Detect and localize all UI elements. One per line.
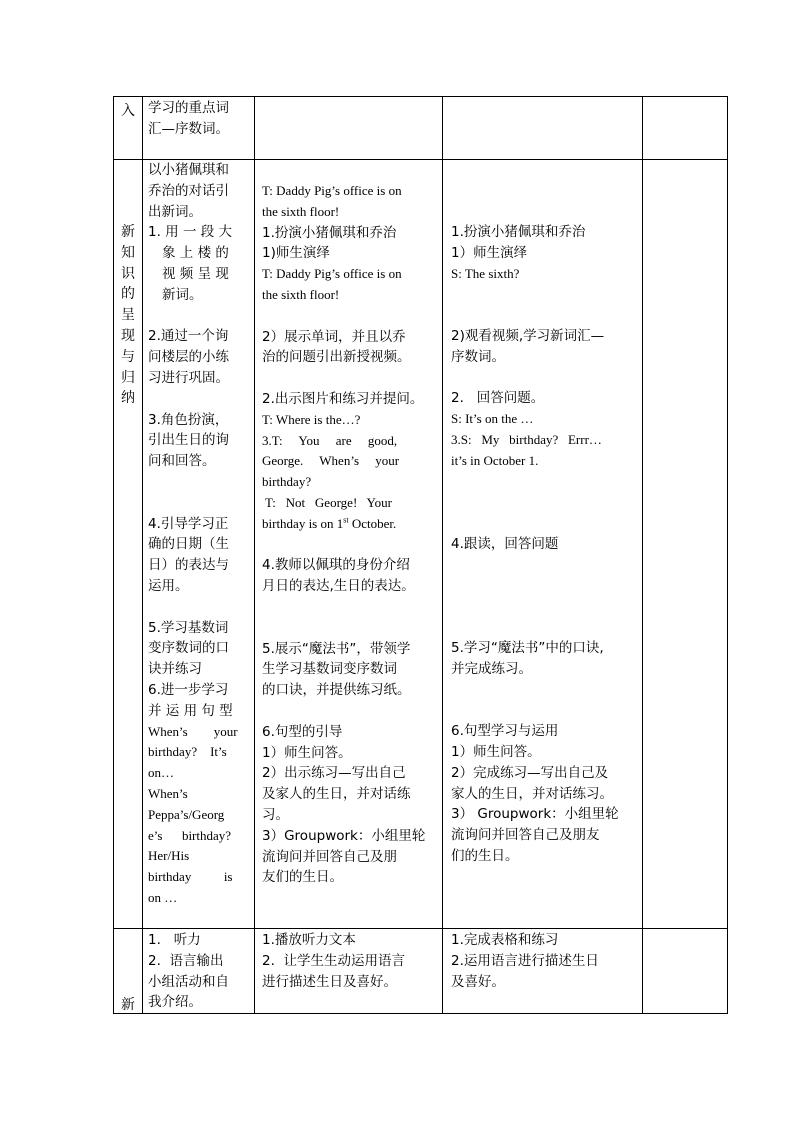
row2-teacher-cell: T: Daddy Pig’s office is on the sixth floor! 1.扮演小猪佩琪和乔治 1)师生演绎 T: Daddy Pig’s office is on the sixth floor! 2）展示单词，并且以乔 治的问题引出新授视频。 2.出示图片和练习并提问。 T: Where is the…? 3.T: You are good, George. When’s your birthday? T: Not George! Your birthday is on 1st October. 4.教师以佩琪的身份介绍 月日的表达,生日的表达。 5.展示“魔法书”，带领学 生学习基数词变序数词 的口诀，并提供练习纸。 6.句型的引导 1）师生问答。 2）出示练习—写出自己 及家人的生日，并对话练 习。 3）Groupwork：小组里轮 流询问并回答自己及朋 友们的生日。 [262,183,426,886]
table-border-right [727,96,728,1014]
row3-student-cell: 1.完成表格和练习 2.运用语言进行描述生日 及喜好。 [451,932,599,990]
column-divider-2 [254,96,255,1014]
row2-process-cell: 以小猪佩琪和 乔治的对话引 出新词。 1. 用 一 段 大 象 上 楼 的 视 频 呈 现 新词。 2.通过一个询 问楼层的小练 习进行巩固。 3.角色扮演， 引出生日的询 问和回答。 4.引导学习正 确的日期（生 日）的表达与 运用。 5.学习基数词 变序数词的口 诀并练习 6.进一步学习 并 运 用 句 型 When’s your birthday? It’s on… When’s Peppa’s/Georg e’s birthday? Her/His birthday is on … [148,162,238,905]
column-divider-4 [642,96,643,1014]
row1-stage: 入 [121,103,135,119]
table-border-top [113,96,728,97]
row3-stage: 新 [121,997,135,1013]
row2-student-cell: 1.扮演小猪佩琪和乔治 1）师生演绎 S: The sixth? 2)观看视频,学习新词汇— 序数词。 2. 回答问题。 S: It’s on the … 3.S: My birthday? Errr… it’s in October 1. 4.跟读，回答问题 5.学习“魔法书”中的口诀, 并完成练习。 6.句型学习与运用 1）师生问答。 2）完成练习—写出自己及 家人的生日，并对话练习。 3） Groupwork：小组里轮 流询问并回答自己及朋友 们的生日。 [451,224,619,864]
row2-stage: 新 知 识 的 呈 现 与 归 纳 [121,224,135,407]
row1-process-cell: 学习的重点词 汇—序数词。 [148,100,229,137]
row-divider-2 [113,928,728,929]
row3-teacher-cell: 1.播放听力文本 2. 让学生生动运用语言 进行描述生日及喜好。 [262,932,405,990]
row3-process-cell: 1. 听力 2. 语言输出 小组活动和自 我介绍。 [148,932,229,1011]
column-divider-1 [142,96,143,1014]
column-divider-3 [442,96,443,1014]
